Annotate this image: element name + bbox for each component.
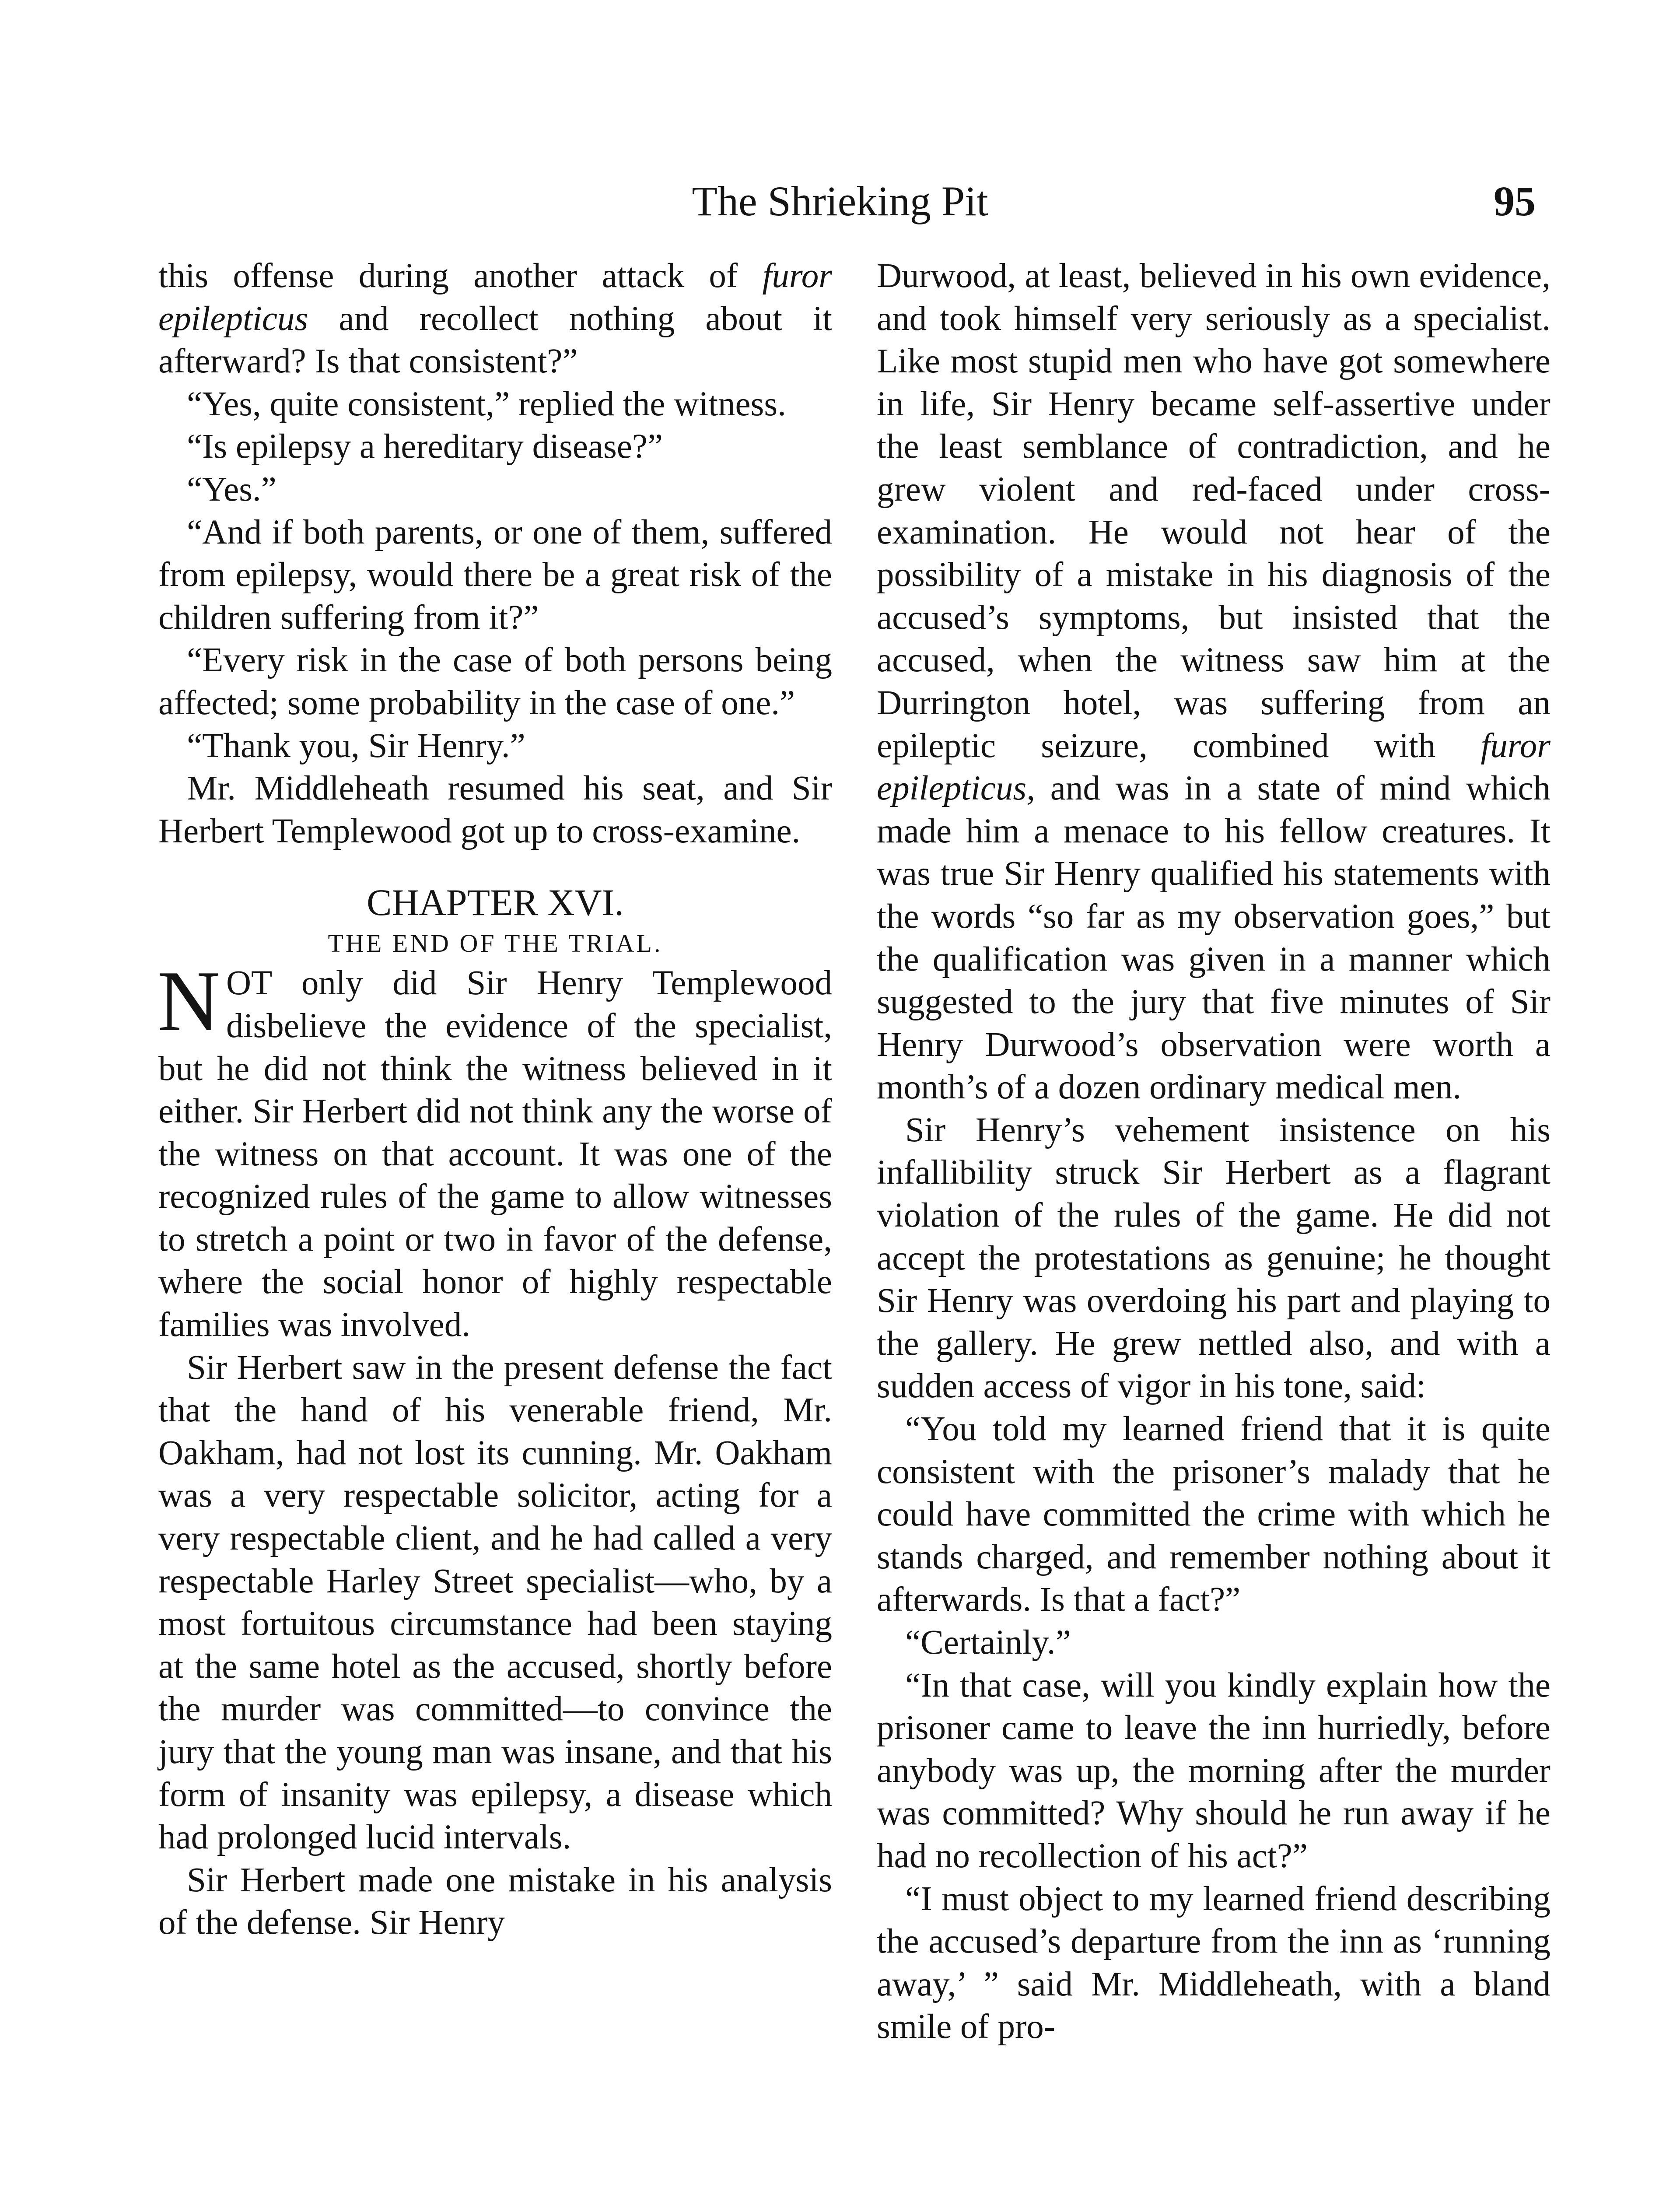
text-run: and was in a state of mind which made him a menace to his fellow creatures. It was true Sir Henry qualified his statements with the words “so far as my observation goes,” but the qualification was given in a manner which suggested to the jury that five minutes of Sir Henry Durwood’s observation were worth a month’s of a dozen ordinary medical men.	[877, 769, 1550, 1107]
paragraph: “Every risk in the case of both persons being affected; some probability in the case of one.”	[158, 641, 832, 722]
paragraph: “Is epilepsy a hereditary disease?”	[187, 428, 663, 466]
page-number: 95	[1494, 178, 1536, 224]
italic-text: furor epilepticus	[158, 257, 832, 338]
paragraph: “You told my learned friend that it is quite consistent with the prisoner’s malady that he could have committed the crime with which he stands charged, and remember nothing about it afterwards. Is that a fact?”	[877, 1410, 1550, 1619]
italic-text: furor epilepticus,	[877, 726, 1550, 808]
text-run: this offense during another attack of	[158, 257, 738, 295]
paragraph	[877, 255, 1550, 1109]
left-column	[158, 255, 832, 1944]
paragraph: “Yes, quite consistent,” replied the witness.	[187, 385, 786, 423]
text-run: and recollect nothing about it afterward? Is that consistent?”	[158, 299, 832, 381]
right-column	[877, 255, 1550, 2048]
paragraph: “Certainly.”	[905, 1623, 1071, 1662]
paragraph	[158, 953, 832, 1346]
paragraph: Sir Henry’s vehement insistence on his infallibility struck Sir Herbert as a flagrant violation of the rules of the game. He did not accept the protestations as genuine; he thought Sir Henry was overdoing his part and playing to the gallery. He grew nettled also, and with a sudden access of vigor in his tone, said:	[877, 1111, 1550, 1406]
page-header	[0, 173, 1680, 230]
drop-cap: N	[158, 953, 220, 1049]
paragraph: “Thank you, Sir Henry.”	[187, 726, 525, 765]
paragraph: “And if both parents, or one of them, suffered from epilepsy, would there be a great risk of the children suffering from it?”	[158, 513, 832, 637]
chapter-title: CHAPTER XVI.	[367, 881, 624, 924]
paragraph: “In that case, will you kindly explain how the prisoner came to leave the inn hurriedly, before anybody was up, the morning after the murder was committed? Why should he run away if he had no recollection of his act?”	[877, 1666, 1550, 1875]
paragraph	[158, 255, 832, 383]
paragraph: “Yes.”	[187, 470, 276, 508]
chapter-subtitle: THE END OF THE TRIAL.	[328, 929, 663, 958]
paragraph: Sir Herbert made one mistake in his analysis of the defense. Sir Henry	[158, 1861, 832, 1942]
paragraph: Mr. Middleheath resumed his seat, and Sir Herbert Templewood got up to cross-examine.	[158, 769, 832, 850]
paragraph: “I must object to my learned friend describing the accused’s departure from the inn as ‘running away,’ ” said Mr. Middleheath, with a bland smile of pro-	[877, 1879, 1550, 2046]
text-run: OT only did Sir Henry Templewood disbelieve the evidence of the specialist, but he did not think the witness believed in it either. Sir Herbert did not think any the worse of the witness on that account. It was one of the recognized rules of the game to allow witnesses to stretch a point or two in favor of the defense, where the social honor of highly respectable families was involved.	[158, 964, 832, 1344]
running-title: The Shrieking Pit	[692, 178, 988, 224]
text-run: Durwood, at least, believed in his own evidence, and took himself very seriously as a specialist. Like most stupid men who have got somewhere in life, Sir Henry became self-assertive under the least semblance of contradiction, and he grew violent and red-faced under cross-examination. He would not hear of the possibility of a mistake in his diagnosis of the accused’s symptoms, but insisted that the accused, when the witness saw him at the Durrington hotel, was suffering from an epileptic seizure, combined with	[877, 257, 1550, 765]
paragraph: Sir Herbert saw in the present defense the fact that the hand of his venerable friend, Mr. Oakham, had not lost its cunning. Mr. Oakham was a very respectable solicitor, acting for a very respectable client, and he had called a very respectable Harley Street specialist—who, by a most fortuitous circumstance had been staying at the same hotel as the accused, shortly before the murder was committed—to convince the jury that the young man was insane, and that his form of insanity was epilepsy, a disease which had prolonged lucid intervals.	[158, 1348, 832, 1857]
